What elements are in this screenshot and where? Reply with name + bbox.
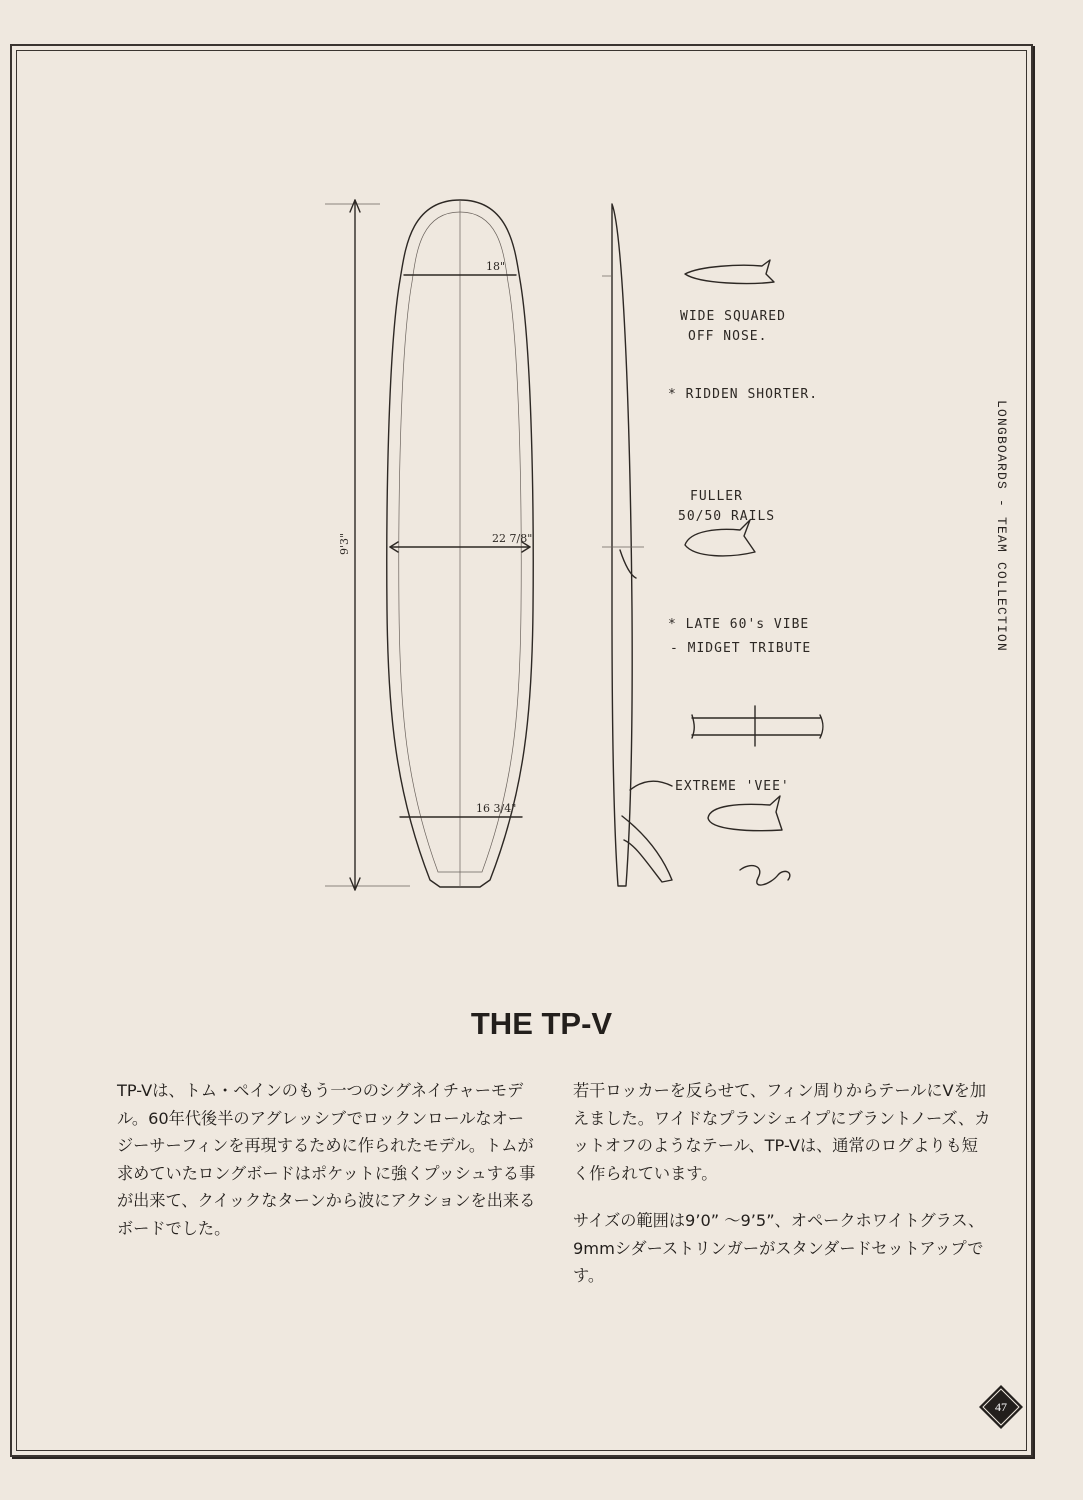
vibe-note-line-2: - MIDGET TRIBUTE [670,641,812,656]
nose-note [680,309,786,344]
tail-width-label: 16 3/4" [476,802,517,815]
center-width-label: 22 7/8" [492,532,533,545]
nose-note-line-1: WIDE SQUARED [680,309,786,324]
nose-note-line-2: OFF NOSE. [688,329,768,344]
nose-width-label: 18" [486,260,506,273]
board-profile [602,204,672,886]
tail-detail-sketch [708,796,782,831]
description-right-column [573,1077,993,1310]
description-paragraph-1: TP-Vは、トム・ペインのもう一つのシグネイチャーモデル。60年代後半のアグレッシブでロックンロールなオージーサーフィンを再現するために作られたモデル。トムが求めていたロングボードはポケットに強くプッシュする事が出来て、クイックなターンから波にアクションを出来るボードでした。 [117,1081,536,1238]
length-label: 9'3" [338,532,351,555]
rail-detail-sketch [685,520,755,556]
nose-detail-sketch [685,260,774,283]
rails-note-line-1: FULLER [690,489,743,504]
description-left-column [117,1077,537,1262]
vee-note [630,779,790,794]
page-title: THE TP-V [470,1006,613,1041]
vibe-note [668,617,811,656]
section-label: LONGBOARDS - TEAM COLLECTION [994,400,1009,653]
ridden-note: * RIDDEN SHORTER. [668,387,819,402]
page-number: 47 [995,1400,1007,1414]
surfboard-sketch [300,190,860,950]
rails-note [678,489,775,524]
description-paragraph-2: 若干ロッカーを反らせて、フィン周りからテールにVを加えました。ワイドなプランシェイプにブラントノーズ、カットオフのようなテール、TP-Vは、通常のログよりも短く作られています。 [573,1081,991,1183]
bottom-vee-sketch [692,706,823,746]
rails-note-line-2: 50/50 RAILS [678,509,776,524]
vibe-note-line-1: * LATE 60's VIBE [668,617,810,632]
signature-mark [740,866,790,885]
vee-note-text: EXTREME 'VEE' [675,779,790,794]
tail-width-measure [400,802,522,817]
description-paragraph-3: サイズの範囲は9’0” ～9’5”、オペークホワイトグラス、9mmシダーストリンガーがスタンダードセットアップです。 [573,1211,985,1285]
page-number-badge [979,1385,1023,1429]
center-width-measure [390,532,532,552]
